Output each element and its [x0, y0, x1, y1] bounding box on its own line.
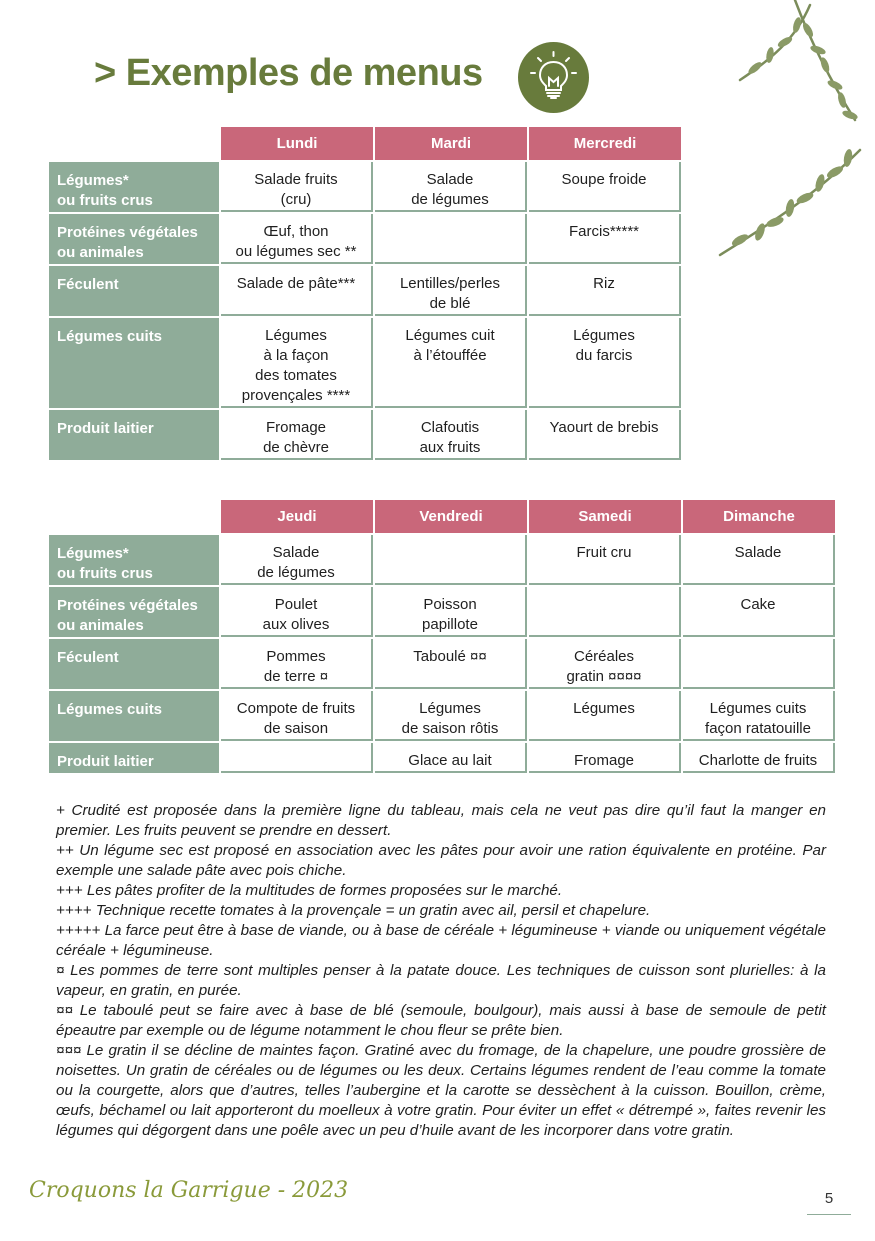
menu-cell: Fromage de chèvre: [221, 410, 373, 460]
menu-cell: [375, 214, 527, 264]
table-row: [49, 318, 681, 408]
table-row: [49, 743, 835, 773]
menu-cell: Salade de pâte***: [221, 266, 373, 316]
lightbulb-icon: [518, 42, 589, 113]
row-category: Produit laitier: [49, 410, 219, 460]
menu-cell: Légumes à la façon des tomates provençales ****: [221, 318, 373, 408]
menu-cell: Fruit cru: [529, 535, 681, 585]
footnote: ++++ Technique recette tomates à la provençale = un gratin avec ail, persil et chapelure.: [56, 902, 651, 919]
menu-cell: Légumes cuit à l’étouffée: [375, 318, 527, 408]
page-title: > Exemples de menus: [94, 52, 483, 94]
day-header-mardi: Mardi: [375, 127, 527, 160]
menu-cell: [683, 639, 835, 689]
menu-cell: Charlotte de fruits: [683, 743, 835, 773]
menu-cell: Riz: [529, 266, 681, 316]
menu-cell: Œuf, thon ou légumes sec **: [221, 214, 373, 264]
row-category: Légumes* ou fruits crus: [49, 162, 219, 212]
menu-cell: [375, 535, 527, 585]
footnote: ¤¤¤ Le gratin il se décline de maintes façon. Gratiné avec du fromage, de la chapelure, une poudre grossière de noisettes. Un gratin de céréales ou de légumes ou les deux. Certains légumes rendent de l’eau comme la tomate ou la courgette, alors que d’autres, telles l’aubergine et la carotte se dessèchent à la cuisson. Bouillon, crème, œufs, béchamel ou lait apporteront du moelleux à votre gratin. Pour éviter un effet « détrempé », faites revenir les légumes qui dégorgent dans une poêle avec un peu d’huile avant de les incorporer dans votre gratin.: [56, 1042, 826, 1139]
footer-brand: Croquons la Garrigue - 2023: [29, 1178, 349, 1203]
row-category: Produit laitier: [49, 743, 219, 773]
menu-cell: Salade fruits (cru): [221, 162, 373, 212]
menu-cell: Légumes du farcis: [529, 318, 681, 408]
footnote: + Crudité est proposée dans la première ligne du tableau, mais cela ne veut pas dire qu’il faut la manger en premier. Les fruits peuvent se prendre en dessert.: [56, 802, 826, 839]
menu-cell: Cake: [683, 587, 835, 637]
menu-cell: Légumes de saison rôtis: [375, 691, 527, 741]
menu-cell: Légumes cuits façon ratatouille: [683, 691, 835, 741]
herb-branch-decoration: [700, 0, 875, 270]
table-row: [49, 691, 835, 741]
row-category: Féculent: [49, 639, 219, 689]
row-category: Protéines végétales ou animales: [49, 587, 219, 637]
table-row: [49, 266, 681, 316]
day-header-dimanche: Dimanche: [683, 500, 835, 533]
footnotes: [56, 801, 826, 1141]
menu-cell: Glace au lait: [375, 743, 527, 773]
table-row: [49, 535, 835, 585]
row-category: Légumes* ou fruits crus: [49, 535, 219, 585]
menu-table-week-1: [47, 125, 683, 462]
menu-cell: Farcis*****: [529, 214, 681, 264]
day-header-vendredi: Vendredi: [375, 500, 527, 533]
menu-cell: Poisson papillote: [375, 587, 527, 637]
menu-cell: Céréales gratin ¤¤¤¤: [529, 639, 681, 689]
menu-cell: Yaourt de brebis: [529, 410, 681, 460]
footnote: +++ Les pâtes profiter de la multitudes de formes proposées sur le marché.: [56, 882, 563, 899]
menu-cell: Salade de légumes: [221, 535, 373, 585]
page-number: 5: [807, 1190, 851, 1215]
row-category: Légumes cuits: [49, 318, 219, 408]
row-category: Féculent: [49, 266, 219, 316]
table-row: [49, 639, 835, 689]
menu-cell: Taboulé ¤¤: [375, 639, 527, 689]
table-row: [49, 214, 681, 264]
day-header-samedi: Samedi: [529, 500, 681, 533]
row-category: Protéines végétales ou animales: [49, 214, 219, 264]
menu-cell: Pommes de terre ¤: [221, 639, 373, 689]
menu-cell: Fromage: [529, 743, 681, 773]
menu-cell: Soupe froide: [529, 162, 681, 212]
day-header-mercredi: Mercredi: [529, 127, 681, 160]
menu-cell: Poulet aux olives: [221, 587, 373, 637]
footnote: ¤ Les pommes de terre sont multiples penser à la patate douce. Les techniques de cuisson sont plurielles: à la vapeur, en gratin, en purée.: [56, 962, 826, 999]
footnote: +++++ La farce peut être à base de viande, ou à base de céréale + légumineuse + viande ou uniquement végétale céréale + légumineuse.: [56, 922, 826, 959]
menu-table-week-2: [47, 498, 837, 775]
menu-cell: [529, 587, 681, 637]
day-header-jeudi: Jeudi: [221, 500, 373, 533]
footnote: ++ Un légume sec est proposé en association avec les pâtes pour avoir une ration équivalente en protéine. Par exemple une salade pâte avec pois chiche.: [56, 842, 826, 879]
table-row: [49, 587, 835, 637]
day-header-lundi: Lundi: [221, 127, 373, 160]
menu-cell: [221, 743, 373, 773]
menu-cell: Lentilles/perles de blé: [375, 266, 527, 316]
menu-cell: Salade: [683, 535, 835, 585]
menu-cell: Clafoutis aux fruits: [375, 410, 527, 460]
menu-cell: Légumes: [529, 691, 681, 741]
table-row: [49, 410, 681, 460]
row-category: Légumes cuits: [49, 691, 219, 741]
menu-cell: Compote de fruits de saison: [221, 691, 373, 741]
menu-cell: Salade de légumes: [375, 162, 527, 212]
footnote: ¤¤ Le taboulé peut se faire avec à base de blé (semoule, boulgour), mais aussi à base de semoule de petit épeautre par exemple ou de légume notamment le chou fleur se prête bien.: [56, 1002, 826, 1039]
table-row: [49, 162, 681, 212]
